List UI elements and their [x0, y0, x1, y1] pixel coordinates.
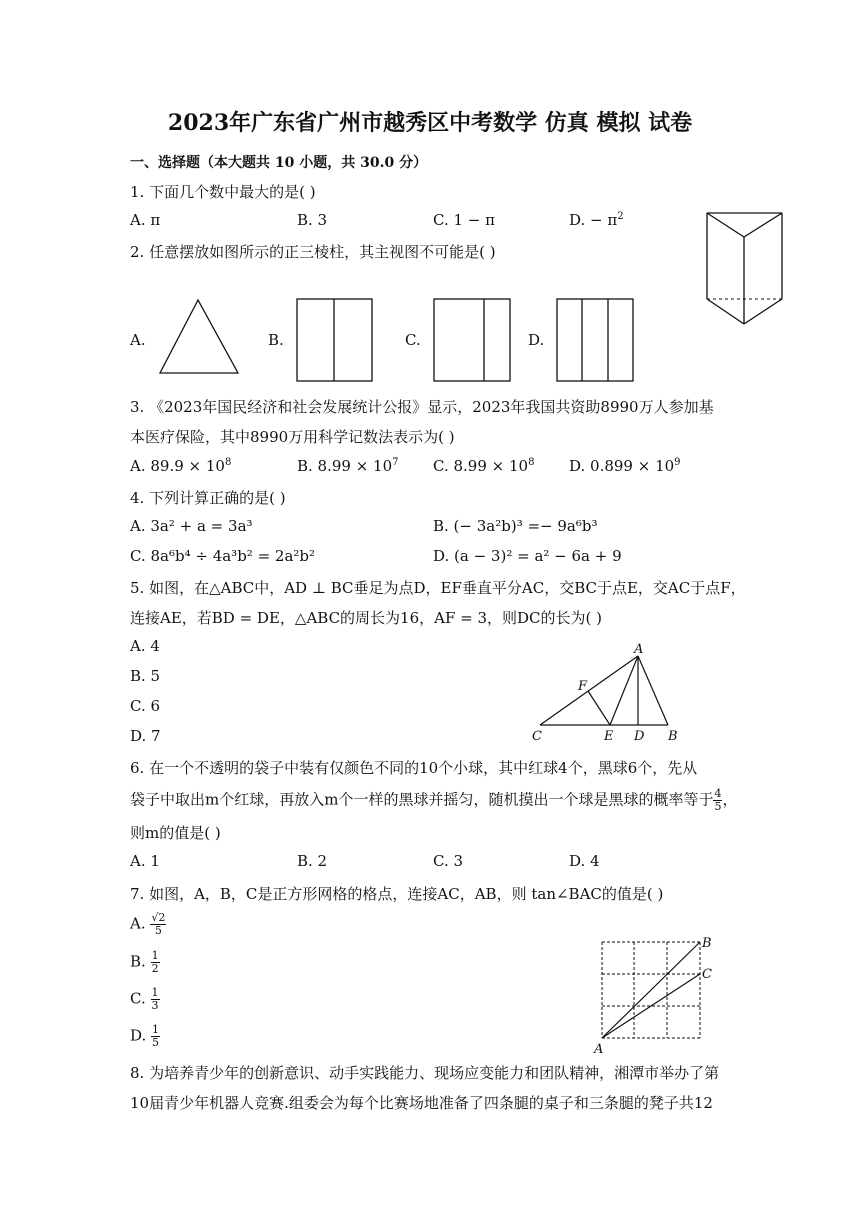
- page-title: 2023年广东省广州市越秀区中考数学 仿真 模拟 试卷: [167, 110, 693, 136]
- q6-fraction: $\frac{4}{5}$: [714, 787, 722, 813]
- question-4-stem: 4. 下列计算正确的是( ): [130, 489, 286, 507]
- question-8-line1: 8. 为培养青少年的创新意识、动手实践能力、现场应变能力和团队精神，湘潭市举办了第: [130, 1064, 720, 1082]
- question-1-stem: 1. 下面几个数中最大的是( ): [130, 183, 316, 201]
- q7-option-b: B. $\frac{1}{2}$: [130, 949, 159, 975]
- q6-option-d: D. 4: [569, 852, 600, 870]
- q3-option-c: C. $8.99 \times 10^8$: [433, 457, 535, 475]
- q4-option-b: B. (− 3a²b)³ =− 9a⁶b³: [433, 517, 598, 535]
- q5-label-f: F: [578, 679, 588, 694]
- question-6-line1: 6. 在一个不透明的袋子中装有仅颜色不同的10个小球，其中红球4个，黑球6个，先从: [130, 759, 698, 777]
- question-7-stem: 7. 如图，A，B，C是正方形网格的格点，连接AC，AB，则 tan∠BAC的值是( ): [130, 885, 664, 903]
- q1-option-c: C. 1 − π: [433, 211, 495, 229]
- q5-option-d: D. 7: [130, 727, 161, 745]
- q2-option-c: C.: [405, 331, 421, 349]
- question-5-line1: 5. 如图，在△ABC中，AD ⊥ BC垂足为点D，EF垂直平分AC，交BC于点E，交AC于点F，: [130, 579, 746, 597]
- q4-option-a: A. 3a² + a = 3a³: [130, 517, 253, 535]
- question-3-line1: 3. 《2023年国民经济和社会发展统计公报》显示，2023年我国共资助8990万人参加基: [130, 398, 714, 416]
- q7-label-b: B: [702, 936, 712, 951]
- q6-option-c: C. 3: [433, 852, 464, 870]
- q7-option-d: D. $\frac{1}{5}$: [130, 1023, 160, 1049]
- q2-triangle-figure: [158, 298, 243, 376]
- q5-label-b: B: [668, 729, 678, 744]
- q5-label-e: E: [604, 729, 614, 744]
- q1-option-d: D. − $\pi^2$: [569, 211, 624, 229]
- q2-option-d: D.: [528, 331, 545, 349]
- q5-label-d: D: [634, 729, 645, 744]
- q4-option-d: D. (a − 3)² = a² − 6a + 9: [433, 547, 622, 565]
- q3-option-a: A. $89.9 \times 10^8$: [130, 457, 232, 475]
- q2-rect-c-figure: [433, 298, 513, 383]
- q5-option-a: A. 4: [130, 637, 160, 655]
- q4-option-c: C. 8a⁶b⁴ ÷ 4a³b² = 2a²b²: [130, 547, 316, 565]
- q2-option-a: A.: [130, 331, 146, 349]
- q5-option-c: C. 6: [130, 697, 161, 715]
- q2-rect-d-figure: [556, 298, 636, 383]
- q1-option-b: B. 3: [297, 211, 328, 229]
- question-3-line2: 本医疗保险，其中8990万用科学记数法表示为( ): [130, 428, 455, 446]
- q2-rect-b-figure: [296, 298, 376, 383]
- q2-option-b: B.: [268, 331, 284, 349]
- q7-option-a: A. $\frac{√2}{5}$: [130, 911, 166, 937]
- section-heading: 一、选择题（本大题共 10 小题，共 30.0 分）: [130, 155, 428, 171]
- q3-option-d: D. $0.899 \times 10^9$: [569, 457, 681, 475]
- q5-triangle-figure: [528, 640, 688, 748]
- q3-option-b: B. $8.99 \times 10^7$: [297, 457, 399, 475]
- q6-option-a: A. 1: [130, 852, 160, 870]
- q1-option-a: A. π: [130, 211, 161, 229]
- q5-option-b: B. 5: [130, 667, 161, 685]
- q5-label-a: A: [634, 642, 644, 657]
- q7-option-c: C. $\frac{1}{3}$: [130, 986, 159, 1012]
- question-5-line2: 连接AE，若BD = DE，△ABC的周长为16，AF = 3，则DC的长为( ): [130, 609, 603, 627]
- q6-option-b: B. 2: [297, 852, 328, 870]
- q7-label-c: C: [702, 967, 712, 982]
- q5-label-c: C: [532, 729, 542, 744]
- q7-grid-figure: [590, 932, 720, 1057]
- question-6-line3: 则m的值是( ): [130, 824, 221, 842]
- question-8-line2: 10届青少年机器人竞赛.组委会为每个比赛场地准备了四条腿的桌子和三条腿的凳子共12: [130, 1094, 713, 1112]
- question-6-line2: 袋子中取出m个红球，再放入m个一样的黑球并摇匀，随机摸出一个球是黑球的概率等于 $\frac{4}{5}$ ，: [130, 787, 738, 813]
- q7-label-a: A: [594, 1042, 604, 1057]
- question-2-stem: 2. 任意摆放如图所示的正三棱柱，其主视图不可能是( ): [130, 243, 496, 261]
- triangular-prism-figure: [700, 205, 790, 330]
